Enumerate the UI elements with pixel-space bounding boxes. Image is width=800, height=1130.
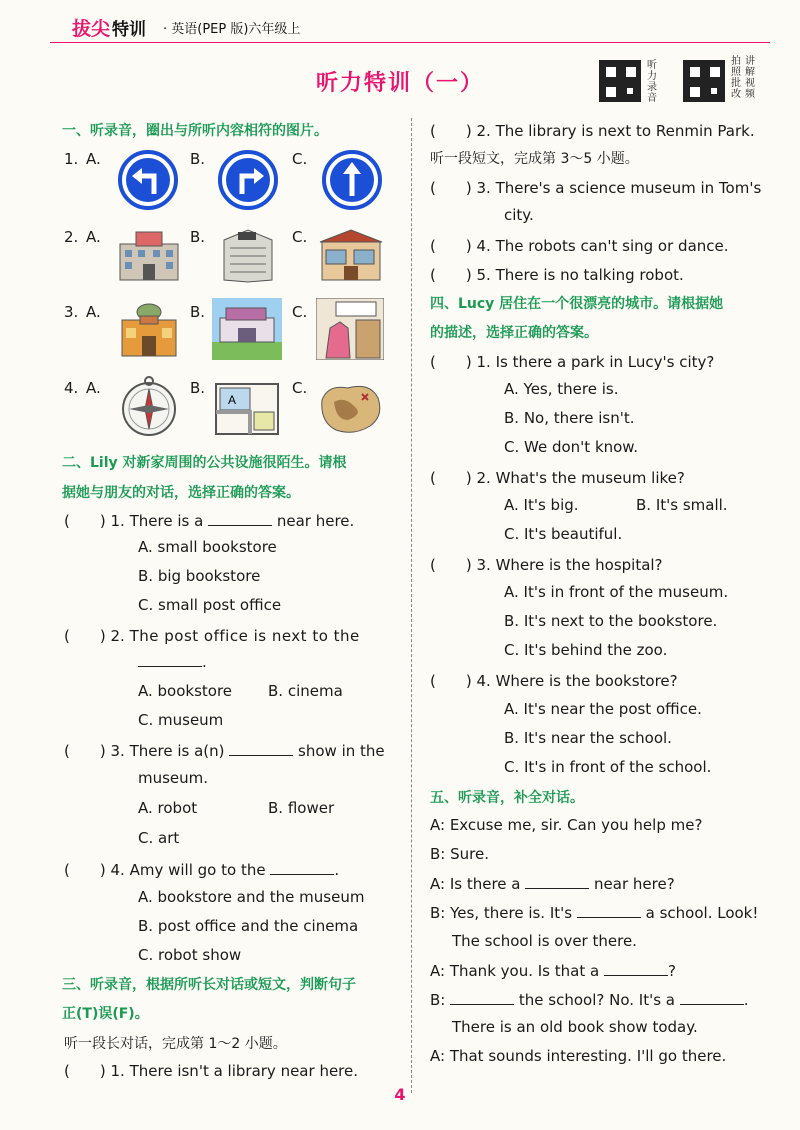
p1-row3-a: A. [86, 303, 101, 321]
answer-blank[interactable] [450, 990, 514, 1005]
part4-heading-2: 的描述，选择正确的答案。 [430, 325, 598, 341]
p2-q1-option-b: B. big bookstore [138, 567, 261, 585]
office-building-icon[interactable] [214, 226, 280, 284]
answer-paren[interactable]: ( ) [430, 179, 472, 197]
p4-q3-option-b: B. It's next to the bookstore. [504, 612, 718, 630]
p2-q4: ( ) 4. Amy will go to the . [64, 861, 340, 879]
p4-q3-option-a: A. It's in front of the museum. [504, 583, 729, 601]
dialog-line-2: B: Sure. [430, 845, 489, 863]
shop-building-icon[interactable] [318, 226, 384, 284]
answer-blank[interactable] [138, 652, 202, 667]
cinema-building-icon[interactable] [212, 298, 282, 360]
part3-intro-1: 听一段长对话，完成第 1～2 小题。 [64, 1036, 287, 1052]
brand-logo-b: 特训 [112, 20, 146, 40]
map-icon[interactable] [214, 382, 280, 436]
answer-blank[interactable] [525, 874, 589, 889]
p4-q1: ( ) 1. Is there a park in Lucy's city? [430, 353, 715, 371]
p3-q5: ( ) 5. There is no talking robot. [430, 266, 684, 284]
p4-q2: ( ) 2. What's the museum like? [430, 469, 685, 487]
p1-row2-c: C. [292, 228, 308, 246]
answer-paren[interactable]: ( ) [64, 861, 106, 879]
p4-q4-option-c: C. It's in front of the school. [504, 758, 712, 776]
turn-left-sign-icon[interactable] [118, 150, 178, 210]
p3-q2: ( ) 2. The library is next to Renmin Park. [430, 122, 755, 140]
dialog-line-1: A: Excuse me, sir. Can you help me? [430, 816, 703, 834]
p1-row1-a: A. [86, 150, 101, 168]
p4-q2-option-c: C. It's beautiful. [504, 525, 623, 543]
p2-q2: ( ) 2. The post office is next to the [64, 627, 360, 645]
p2-q4-option-a: A. bookstore and the museum [138, 888, 365, 906]
answer-blank[interactable] [229, 741, 293, 756]
p1-row4-c: C. [292, 379, 308, 397]
p2-q1-option-c: C. small post office [138, 596, 282, 614]
p1-row3-b: B. [190, 303, 206, 321]
page-number: 4 [394, 1085, 406, 1104]
page-title: 听力特训（一） [315, 71, 484, 96]
dialog-line-4: B: Yes, there is. It's a school. Look! [430, 904, 759, 922]
p4-q4: ( ) 4. Where is the bookstore? [430, 672, 678, 690]
turn-right-sign-icon[interactable] [218, 150, 278, 210]
hospital-building-icon[interactable] [116, 226, 182, 284]
part2-heading-2: 据她与朋友的对话，选择正确的答案。 [62, 485, 300, 501]
header-rule [50, 42, 770, 43]
p4-q1-option-a: A. Yes, there is. [504, 380, 619, 398]
museum-building-icon[interactable] [116, 298, 182, 360]
p2-q2-option-b: B. cinema [268, 682, 343, 700]
part4-heading-1: 四、Lucy 居住在一个很漂亮的城市。请根据她 [430, 296, 724, 312]
p1-row4-b: B. [190, 379, 206, 397]
brand-logo-a: 拔尖 [72, 18, 111, 40]
p2-q4-option-b: B. post office and the cinema [138, 917, 359, 935]
p2-q3-option-a: A. robot [138, 799, 198, 817]
p2-q4-option-c: C. robot show [138, 946, 242, 964]
p3-q3: ( ) 3. There's a science museum in Tom's [430, 179, 762, 197]
answer-blank[interactable] [604, 961, 668, 976]
p1-row4-a: A. [86, 379, 101, 397]
p1-row2-b: B. [190, 228, 206, 246]
answer-paren[interactable]: ( ) [64, 742, 106, 760]
clothes-shop-icon[interactable] [316, 298, 384, 360]
answer-paren[interactable]: ( ) [64, 1062, 106, 1080]
p2-q3: ( ) 3. There is a(n) show in the [64, 742, 385, 760]
qr-code-icon[interactable] [599, 60, 641, 102]
answer-blank[interactable] [577, 903, 641, 918]
dialog-line-3: A: Is there a near here? [430, 875, 675, 893]
column-divider [411, 118, 412, 1093]
p4-q4-option-b: B. It's near the school. [504, 729, 672, 747]
dialog-line-6: A: Thank you. Is that a ? [430, 962, 676, 980]
part3-intro-2: 听一段短文，完成第 3～5 小题。 [430, 151, 639, 167]
p1-row3-c: C. [292, 303, 308, 321]
answer-paren[interactable]: ( ) [430, 266, 472, 284]
p1-row1-num: 1. [64, 150, 79, 168]
p2-q3-option-c: C. art [138, 829, 180, 847]
p4-q2-option-a: A. It's big. [504, 496, 579, 514]
treasure-map-icon[interactable] [318, 380, 384, 436]
p2-q2-option-c: C. museum [138, 711, 224, 729]
part3-heading-2: 正(T)误(F)。 [62, 1006, 149, 1022]
p2-q1: ( ) 1. There is a near here. [64, 512, 355, 530]
p4-q4-option-a: A. It's near the post office. [504, 700, 702, 718]
subject-label: · 英语(PEP 版)六年级上 [163, 22, 301, 37]
answer-paren[interactable]: ( ) [430, 469, 472, 487]
p2-q3-option-b: B. flower [268, 799, 335, 817]
answer-paren[interactable]: ( ) [430, 672, 472, 690]
dialog-line-8: There is an old book show today. [452, 1018, 698, 1036]
p2-q1-option-a: A. small bookstore [138, 538, 277, 556]
qr2-label-b: 讲解视频 [745, 56, 755, 100]
p1-row4-num: 4. [64, 379, 79, 397]
p2-q3-cont: museum. [138, 769, 209, 787]
p1-row1-b: B. [190, 150, 206, 168]
answer-paren[interactable]: ( ) [430, 556, 472, 574]
dialog-line-9: A: That sounds interesting. I'll go there. [430, 1047, 727, 1065]
qr-code-icon[interactable] [683, 60, 725, 102]
p1-row2-a: A. [86, 228, 101, 246]
p1-row3-num: 3. [64, 303, 79, 321]
qr2-label: 拍照批改 [731, 56, 741, 100]
p3-q4: ( ) 4. The robots can't sing or dance. [430, 237, 729, 255]
p2-q2-blank-line: . [138, 652, 207, 671]
p4-q3-option-c: C. It's behind the zoo. [504, 641, 668, 659]
qr1-label: 听力录音 [647, 60, 657, 104]
compass-icon[interactable] [118, 376, 180, 438]
p3-q3-cont: city. [504, 206, 534, 224]
p4-q1-option-b: B. No, there isn't. [504, 409, 635, 427]
go-straight-sign-icon[interactable] [322, 150, 382, 210]
answer-blank[interactable] [270, 860, 334, 875]
dialog-line-7: B: the school? No. It's a . [430, 991, 749, 1009]
dialog-line-5: The school is over there. [452, 932, 637, 950]
p1-row2-num: 2. [64, 228, 79, 246]
answer-paren[interactable]: ( ) [430, 353, 472, 371]
p1-row1-c: C. [292, 150, 308, 168]
answer-blank[interactable] [208, 511, 272, 526]
part3-heading-1: 三、听录音，根据所听长对话或短文，判断句子 [62, 977, 356, 993]
answer-paren[interactable]: ( ) [430, 237, 472, 255]
part2-heading-1: 二、Lily 对新家周围的公共设施很陌生。请根 [62, 455, 347, 471]
p2-q2-option-a: A. bookstore [138, 682, 233, 700]
answer-blank[interactable] [680, 990, 744, 1005]
p4-q1-option-c: C. We don't know. [504, 438, 638, 456]
answer-paren[interactable]: ( ) [430, 122, 472, 140]
answer-paren[interactable]: ( ) [64, 627, 106, 645]
part1-heading: 一、听录音，圈出与所听内容相符的图片。 [62, 123, 328, 139]
p4-q3: ( ) 3. Where is the hospital? [430, 556, 663, 574]
svg-text:A: A [228, 393, 237, 407]
p3-q1: ( ) 1. There isn't a library near here. [64, 1062, 359, 1080]
part5-heading: 五、听录音，补全对话。 [430, 790, 584, 806]
p4-q2-option-b: B. It's small. [636, 496, 728, 514]
answer-paren[interactable]: ( ) [64, 512, 106, 530]
